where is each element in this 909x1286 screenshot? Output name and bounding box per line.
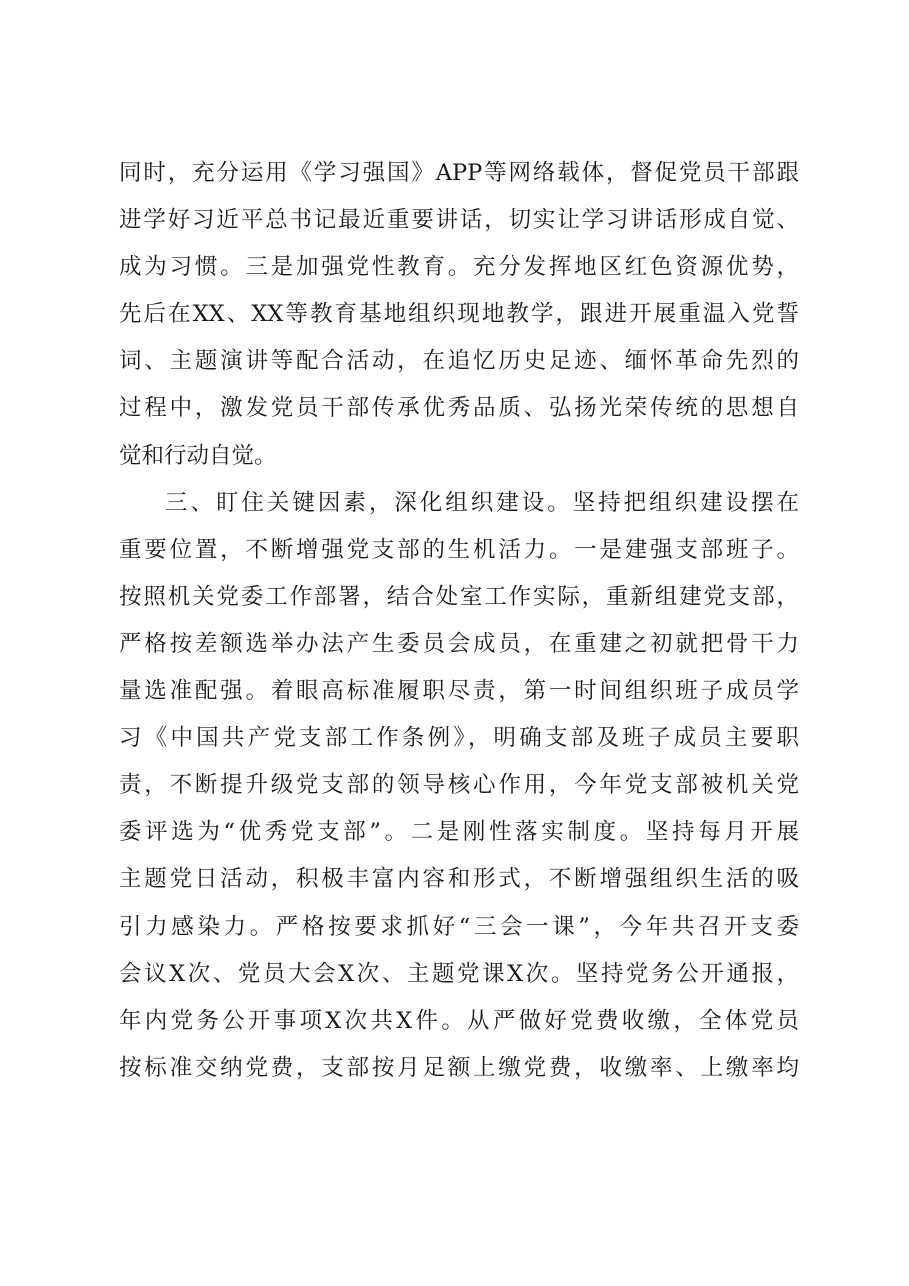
text-line: 引力感染力。严格按要求抓好“三会一课”，今年共召开支委 <box>119 913 799 940</box>
text-line: 会议X次、党员大会X次、主题党课X次。坚持党务公开通报， <box>119 960 799 987</box>
text-line: 年内党务公开事项X次共X件。从严做好党费收缴，全体党员 <box>119 1007 799 1034</box>
text-line: 按标准交纳党费，支部按月足额上缴党费，收缴率、上缴率均 <box>119 1054 799 1081</box>
text-line: 量选准配强。着眼高标准履职尽责，第一时间组织班子成员学 <box>119 678 799 705</box>
text-line: 严格按差额选举办法产生委员会成员，在重建之初就把骨干力 <box>119 630 799 657</box>
text-line: 三、盯住关键因素，深化组织建设。坚持把组织建设摆在 <box>165 489 799 516</box>
text-line: 成为习惯。三是加强党性教育。充分发挥地区红色资源优势， <box>119 254 799 281</box>
text-line: 词、主题演讲等配合活动，在追忆历史足迹、缅怀革命先烈的 <box>119 348 799 375</box>
text-line: 同时，充分运用《学习强国》APP等网络载体，督促党员干部跟 <box>119 160 799 186</box>
text-line: 进学好习近平总书记最近重要讲话，切实让学习讲话形成自觉、 <box>119 207 799 234</box>
text-line: 习《中国共产党支部工作条例》，明确支部及班子成员主要职 <box>119 725 799 752</box>
text-line: 委评选为“优秀党支部”。二是刚性落实制度。坚持每月开展 <box>119 819 799 846</box>
text-line: 过程中，激发党员干部传承优秀品质、弘扬光荣传统的思想自 <box>119 395 799 422</box>
text-line: 主题党日活动，积极丰富内容和形式，不断增强组织生活的吸 <box>119 866 799 893</box>
document-body <box>119 150 799 1092</box>
text-line: 觉和行动自觉。 <box>119 442 277 469</box>
text-line: 按照机关党委工作部署，结合处室工作实际，重新组建党支部， <box>119 583 799 610</box>
text-line: 重要位置，不断增强党支部的生机活力。一是建强支部班子。 <box>119 536 799 563</box>
text-line: 责，不断提升级党支部的领导核心作用，今年党支部被机关党 <box>119 772 799 799</box>
text-line: 先后在XX、XX等教育基地组织现地教学，跟进开展重温入党誓 <box>119 301 799 328</box>
